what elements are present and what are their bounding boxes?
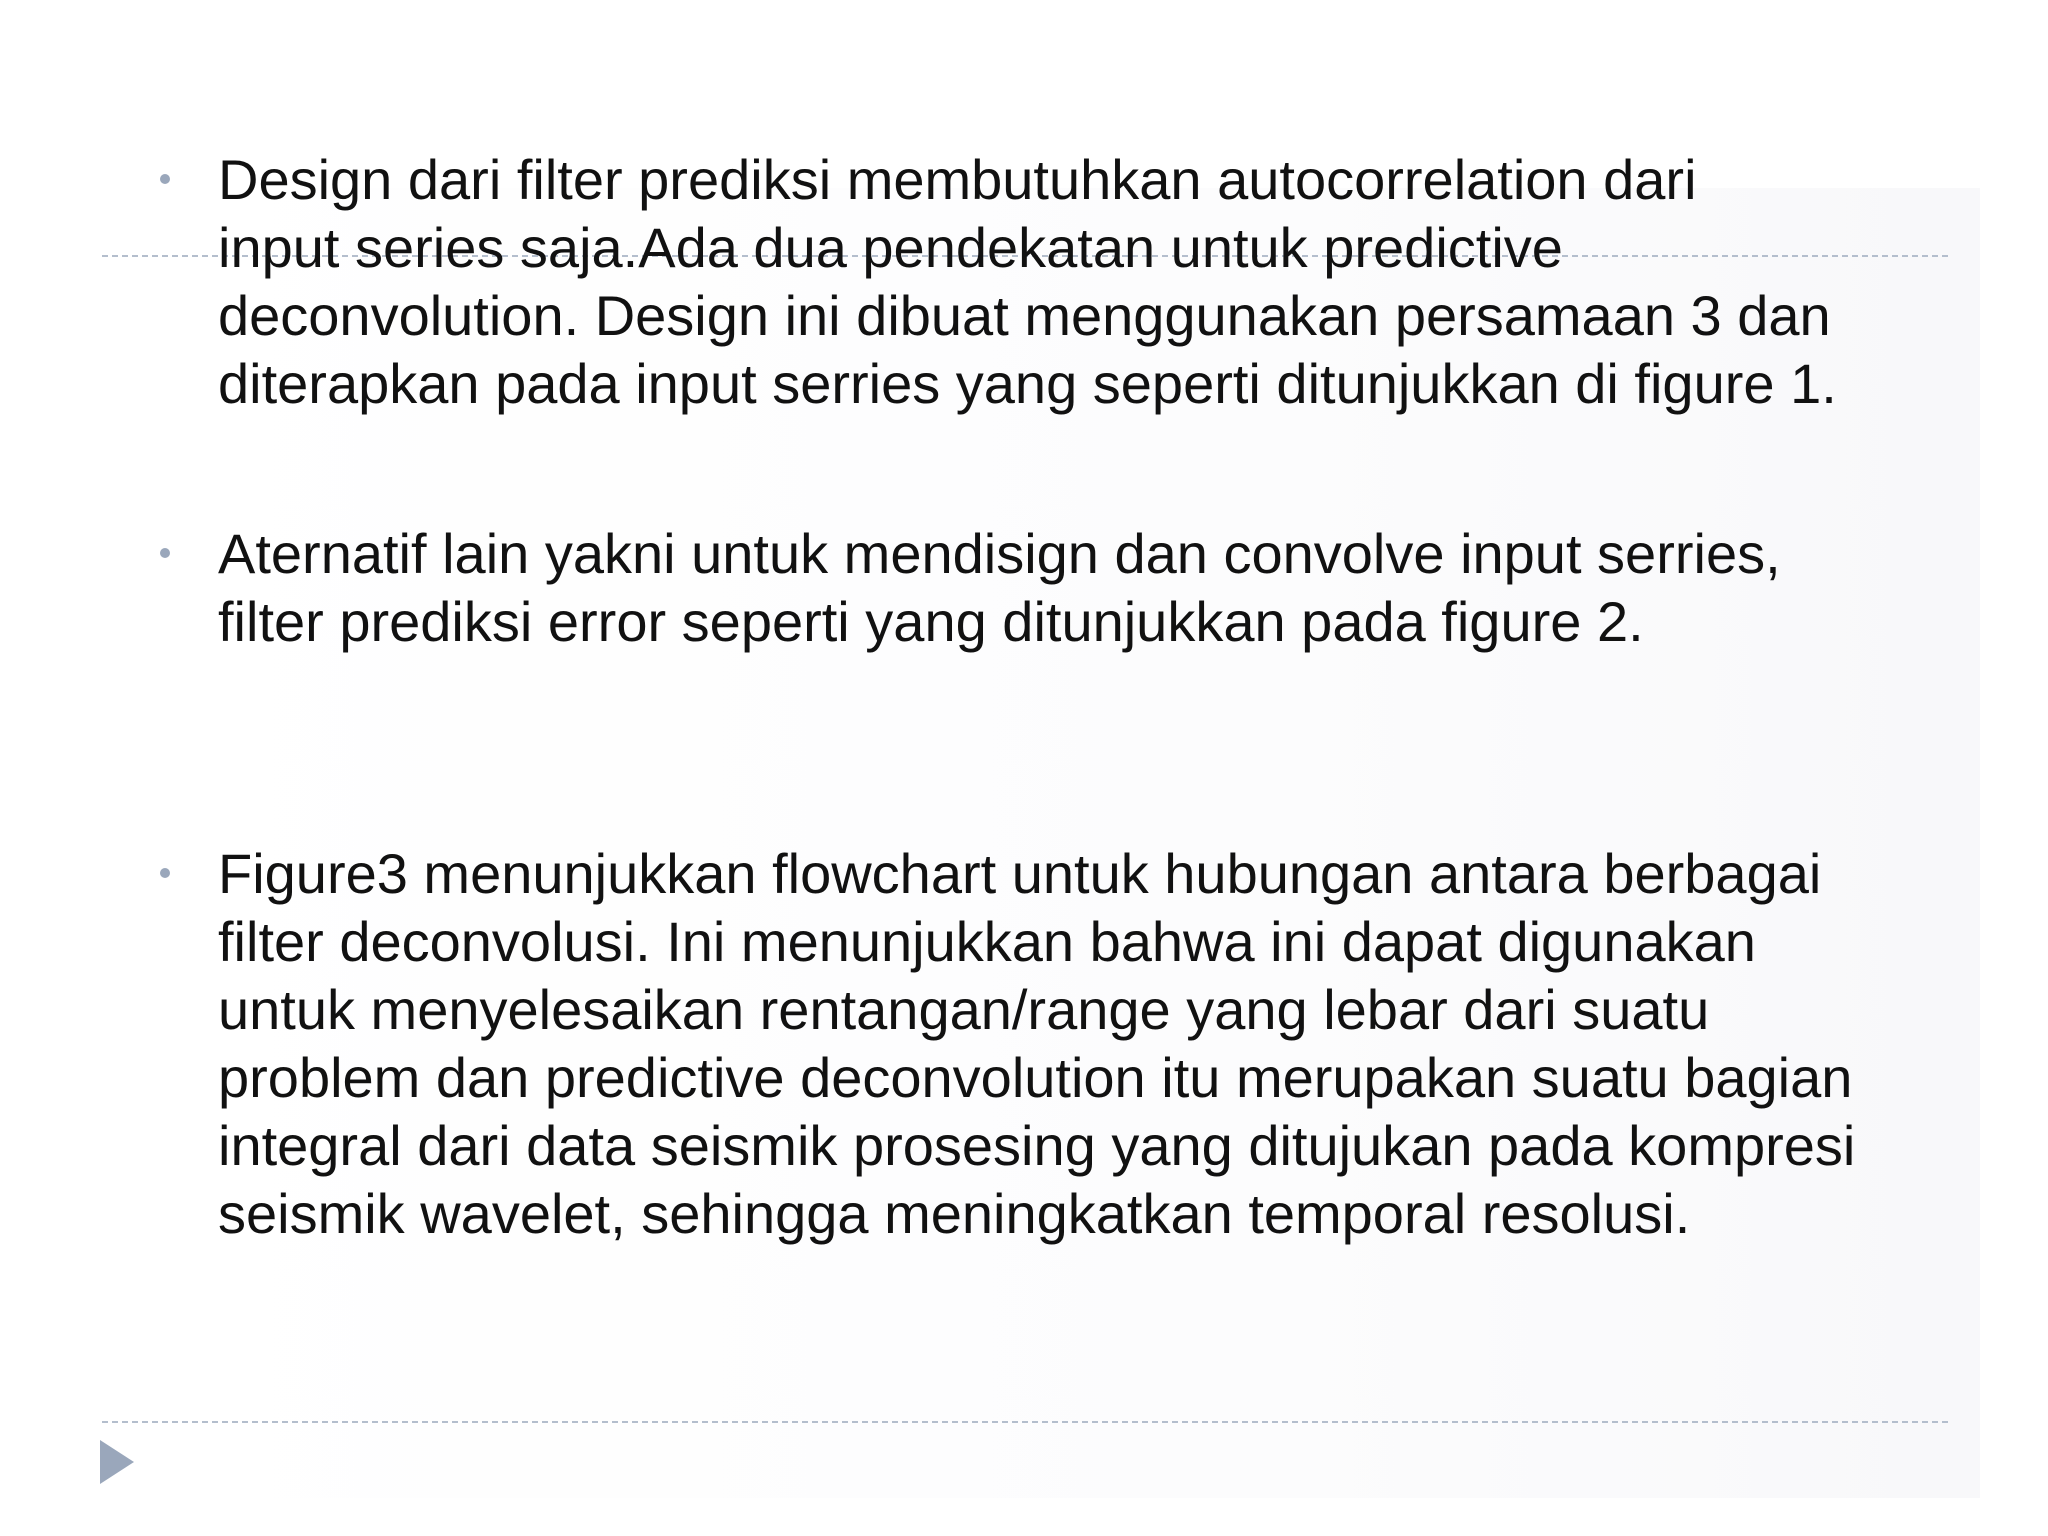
bullet-text: Design dari filter prediksi membutuhkan autocorrelation dari input series saja.Ada dua pendekatan untuk predictive deconvolution. Design ini dibuat menggunakan persamaan 3 dan diterapkan pada input serries yang seperti ditunjukkan di figure 1. bbox=[218, 148, 1837, 415]
bullet-dot-icon bbox=[160, 868, 170, 878]
play-triangle-icon[interactable] bbox=[100, 1440, 134, 1484]
bullet-dot-icon bbox=[160, 548, 170, 558]
bullet-dot-icon bbox=[160, 174, 170, 184]
bullet-text: Figure3 menunjukkan flowchart untuk hubungan antara berbagai filter deconvolusi. Ini menunjukkan bahwa ini dapat digunakan untuk menyelesaikan rentangan/range yang lebar dari suatu problem dan predictive deconvolution itu merupakan suatu bagian integral dari data seismik prosesing yang ditujukan pada kompresi seismik wavelet, sehingga meningkatkan temporal resolusi. bbox=[218, 842, 1856, 1245]
bullet-text: Aternatif lain yakni untuk mendisign dan convolve input serries, filter prediksi error seperti yang ditunjukkan pada figure 2. bbox=[218, 522, 1781, 653]
